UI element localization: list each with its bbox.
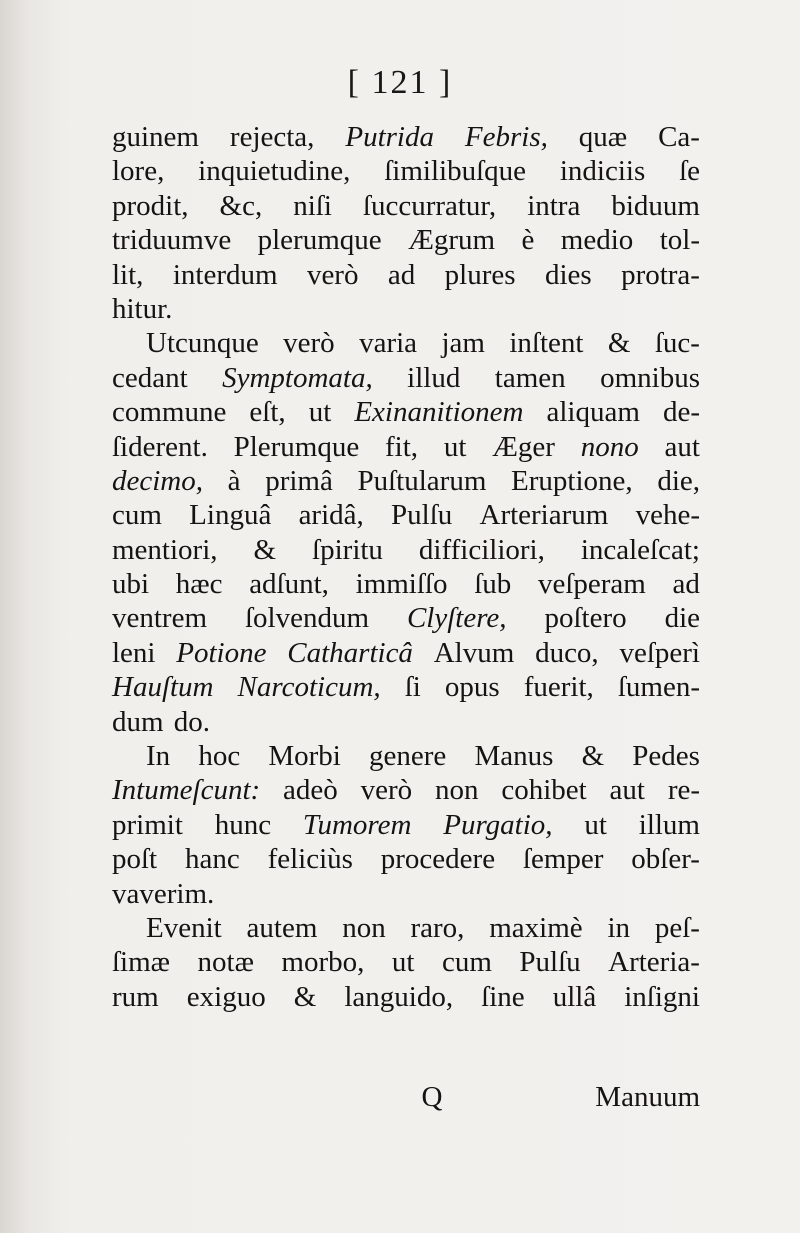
word: peſ- [654,911,700,944]
italic-word: Febris, [464,121,548,153]
word: lore, [112,155,165,188]
text-line [112,705,700,739]
word: prodit, [112,189,189,222]
word: languido, [344,980,454,1013]
word: cohibet [501,774,587,807]
word: Utcunque [146,327,259,360]
italic-word: Putrida [345,121,434,153]
italic-word: Narcoticum, [237,671,381,704]
word: tamen [494,361,566,394]
word: dum [112,705,164,738]
word: Plerumque [233,430,360,463]
word: maximè [489,911,583,944]
text-line [112,567,700,601]
text-line [112,877,700,911]
word: Evenit [146,911,222,944]
word: ullâ [552,980,597,1013]
word: ſe [679,155,700,188]
word: cum [441,946,492,979]
word: Æger [492,430,555,463]
word: duco, [535,636,599,669]
word: cum [112,499,162,532]
word: hæc [175,568,223,601]
word: verò [306,258,359,291]
word: hunc [214,808,272,841]
word: ſimæ [112,946,171,979]
italic-word: decimo, [112,464,203,497]
word: Pulſu [391,499,453,532]
italic-word: nono [580,430,639,463]
page-number: [ 121 ] [347,64,453,101]
text-line [112,120,700,154]
italic-word: Tumorem [302,808,412,841]
word: autem [246,911,318,944]
word: Linguâ [189,499,272,532]
word: hoc [198,740,241,773]
word: ſub [474,568,512,601]
word: poſt [112,843,158,876]
word: non [434,774,479,807]
word: in [607,911,631,944]
word: ut [443,430,467,463]
text-line [112,911,700,945]
word: aut [664,430,700,463]
word: incaleſcat; [580,533,700,566]
text-line [112,842,700,876]
word: illum [638,808,700,841]
italic-word: Intumeſcunt: [112,774,261,807]
word: procedere [380,843,496,876]
word: Alvum [433,636,515,669]
word: interdum [172,258,278,291]
word: guinem [112,121,199,153]
italic-word: Catharticâ [287,636,413,669]
italic-word: Clyſtere, [406,602,507,635]
text-line [112,739,700,773]
word: primit [112,808,183,841]
word: illud [407,361,461,394]
word: ſuc- [654,327,700,360]
word: omnibus [600,361,700,394]
word: rejecta, [229,121,315,153]
word: veſperam [537,568,646,601]
text-line [112,945,700,979]
word: exiguo [186,980,266,1013]
word: & [293,980,317,1013]
text-line [112,154,700,188]
word: Arteria- [608,946,700,979]
word: Arteriarum [479,499,609,532]
text-line [112,636,700,670]
word: hanc [184,843,240,876]
signature-mark: Q [421,1081,443,1113]
word: ad [387,258,416,291]
word: non [342,911,386,944]
word: inquietudine, [198,155,351,188]
word: leni [112,636,156,669]
word: è [521,224,535,257]
word: genere [369,740,447,773]
word: immiſſo [355,568,448,601]
word: inſtent [509,327,584,360]
page-footer [112,1080,700,1120]
word: poſtero [544,602,627,635]
word: Morbi [268,740,341,773]
word: ut [391,946,415,979]
word: adeò [283,774,338,807]
word: Eruptione, [511,464,633,497]
word: protra- [621,258,700,291]
word: lit, [112,258,144,291]
word: aliquam [546,396,640,429]
word: inſigni [624,980,700,1013]
text-line [112,430,700,464]
word: plures [444,258,516,291]
word: plerumque [257,224,382,257]
word: Pedes [632,740,700,773]
word: vehe- [635,499,700,532]
word: niſi [293,189,332,222]
word: ventrem [112,602,208,635]
italic-word: Exinanitionem [354,396,524,429]
word: &c, [219,189,263,222]
word: Puſtularum [357,464,487,497]
word: die [664,602,700,635]
text-line [112,326,700,360]
word: morbo, [281,946,365,979]
text-line [112,258,700,292]
word: mentiori, [112,533,218,566]
word: primâ [265,464,333,497]
text-line [112,808,700,842]
word: biduum [611,189,700,222]
word: & [253,533,277,566]
text-line [112,773,700,807]
word: fit, [385,430,419,463]
text-line [112,189,700,223]
word: ſine [481,980,525,1013]
italic-word: Potione [176,636,267,669]
word: ſumen- [617,671,700,704]
word: verò [283,327,335,360]
word: Ægrum [408,224,496,257]
word: aridâ, [298,499,364,532]
word: cedant [112,361,188,394]
word: verò [360,774,413,807]
word: hitur. [112,292,173,325]
text-line [112,395,700,429]
word: commune [112,396,227,429]
word: ſimilibuſque [384,155,527,188]
word: opus [444,671,500,704]
word: raro, [410,911,465,944]
text-line [112,464,700,498]
word: triduumve [112,224,232,257]
word: ſolvendum [244,602,369,635]
word: eſt, [249,396,286,429]
text-line [112,498,700,532]
text-line [112,601,700,635]
word: ut [584,808,607,841]
word: Pulſu [519,946,581,979]
word: ubi [112,568,150,601]
word: ſuccurratur, [362,189,497,222]
text-line [112,361,700,395]
italic-word: Purgatio, [443,808,553,841]
word: notæ [197,946,254,979]
word: quæ [578,121,628,153]
word: vaverim. [112,877,215,910]
word: ſpiritu [312,533,383,566]
text-line [112,980,700,1014]
word: Manus [474,740,554,773]
word: re- [667,774,700,807]
word: veſperì [619,636,700,669]
text-line [112,223,700,257]
word: rum [112,980,159,1013]
word: ad [672,568,700,601]
word: à [227,464,241,497]
word: adſunt, [249,568,329,601]
word: Ca- [658,121,700,153]
word: dies [544,258,592,291]
word: ſi [404,671,421,704]
word: die, [657,464,700,497]
word: ſemper [522,843,604,876]
word: aut [609,774,645,807]
word: fuerit, [523,671,594,704]
text-line [112,670,700,704]
word: ſiderent. [112,430,208,463]
italic-word: Symptomata, [222,361,373,394]
word: obſer- [631,843,700,876]
text-line [112,533,700,567]
word: jam [441,327,485,360]
word: indiciis [559,155,646,188]
word: difficiliori, [418,533,545,566]
italic-word: Hauſtum [112,671,214,704]
body-text [112,120,700,1014]
word: intra [527,189,581,222]
catchword: Manuum [595,1081,700,1113]
word: medio [560,224,634,257]
word: tol- [659,224,700,257]
word: & [607,327,631,360]
word: de- [662,396,700,429]
word: feliciùs [267,843,353,876]
word: In [146,740,171,773]
word: do. [173,705,210,738]
word: & [581,740,605,773]
word: varia [359,327,418,360]
text-line [112,292,700,326]
word: ut [308,396,332,429]
